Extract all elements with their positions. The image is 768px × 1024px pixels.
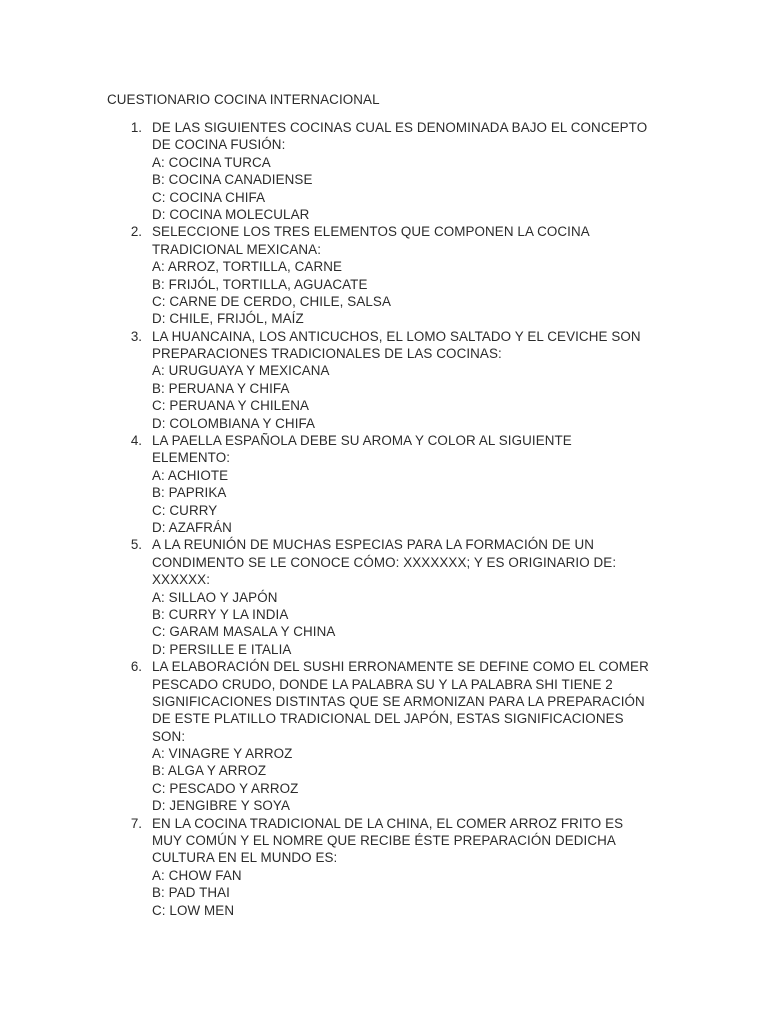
question-number: 3. (130, 328, 142, 344)
answer-option: B: PAPRIKA (152, 485, 227, 501)
question-text-line: MUY COMÚN Y EL NOMRE QUE RECIBE ÉSTE PREPARACIÓN DEDICHA (152, 833, 616, 849)
answer-option: B: CURRY Y LA INDIA (152, 606, 289, 622)
question-text-line: ELEMENTO: (152, 450, 231, 466)
answer-option: D: AZAFRÁN (152, 519, 232, 535)
question-body (152, 119, 672, 223)
question-text-line: LA HUANCAINA, LOS ANTICUCHOS, EL LOMO SALTADO Y EL CEVICHE SON (152, 328, 641, 344)
question-text-line: EN LA COCINA TRADICIONAL DE LA CHINA, EL COMER ARROZ FRITO ES (152, 815, 624, 831)
answer-option: D: JENGIBRE Y SOYA (152, 798, 290, 814)
question-text-line: DE LAS SIGUIENTES COCINAS CUAL ES DENOMINADA BAJO EL CONCEPTO (152, 120, 648, 135)
answer-option: C: COCINA CHIFA (152, 189, 266, 205)
answer-option: D: CHILE, FRIJÓL, MAÍZ (152, 311, 304, 327)
question-body (152, 328, 672, 432)
answer-option: D: COCINA MOLECULAR (152, 206, 310, 222)
answer-option: C: CARNE DE CERDO, CHILE, SALSA (152, 293, 391, 309)
answer-option: C: LOW MEN (152, 902, 235, 918)
question-body (152, 432, 672, 536)
question-text-line: SELECCIONE LOS TRES ELEMENTOS QUE COMPONEN LA COCINA (152, 224, 590, 240)
question-text-line: TRADICIONAL MEXICANA: (152, 241, 322, 257)
answer-option: A: ACHIOTE (152, 467, 229, 483)
question-number: 5. (130, 537, 142, 553)
question-text-line: A LA REUNIÓN DE MUCHAS ESPECIAS PARA LA FORMACIÓN DE UN (152, 537, 595, 553)
question-number: 1. (130, 120, 142, 135)
answer-option: C: GARAM MASALA Y CHINA (152, 624, 336, 640)
question-item (0, 119, 768, 223)
question-text-line: LA PAELLA ESPAÑOLA DEBE SU AROMA Y COLOR AL SIGUIENTE (152, 433, 572, 449)
answer-option: B: ALGA Y ARROZ (152, 763, 267, 779)
question-text-line: DE ESTE PLATILLO TRADICIONAL DEL JAPÓN, ESTAS SIGNIFICACIONES (152, 711, 624, 727)
question-text-line: SON: (152, 728, 186, 744)
answer-option: D: COLOMBIANA Y CHIFA (152, 415, 316, 431)
answer-option: B: PERUANA Y CHIFA (152, 380, 290, 396)
question-text-line: CONDIMENTO SE LE CONOCE CÓMO: XXXXXXX; Y ES ORIGINARIO DE: (152, 554, 617, 570)
question-item (0, 328, 768, 432)
question-item (0, 658, 768, 815)
answer-option: B: FRIJÓL, TORTILLA, AGUACATE (152, 276, 368, 292)
answer-option: C: PESCADO Y ARROZ (152, 780, 299, 796)
question-text-line: CULTURA EN EL MUNDO ES: (152, 850, 338, 866)
question-item (0, 223, 768, 327)
question-text-line: LA ELABORACIÓN DEL SUSHI ERRONAMENTE SE DEFINE COMO EL COMER (152, 659, 649, 675)
question-body (152, 223, 672, 327)
answer-option: C: PERUANA Y CHILENA (152, 398, 310, 414)
question-number: 7. (130, 815, 142, 831)
question-number: 6. (130, 659, 142, 675)
answer-option: D: PERSILLE E ITALIA (152, 641, 292, 657)
answer-option: C: CURRY (152, 502, 218, 518)
question-text-line: PREPARACIONES TRADICIONALES DE LAS COCINAS: (152, 346, 502, 362)
question-list (0, 119, 768, 919)
answer-option: B: PAD THAI (152, 885, 230, 901)
question-number: 4. (130, 433, 142, 449)
question-body (152, 815, 672, 919)
question-text-line: SIGNIFICACIONES DISTINTAS QUE SE ARMONIZAN PARA LA PREPARACIÓN (152, 693, 645, 709)
answer-option: A: COCINA TURCA (152, 154, 271, 170)
answer-option: A: ARROZ, TORTILLA, CARNE (152, 259, 343, 275)
answer-option: B: COCINA CANADIENSE (152, 172, 313, 188)
answer-option: A: URUGUAYA Y MEXICANA (152, 363, 330, 379)
answer-option: A: SILLAO Y JAPÓN (152, 589, 278, 605)
question-item (0, 536, 768, 658)
question-number: 2. (130, 224, 142, 240)
question-body (152, 536, 672, 658)
question-item (0, 815, 768, 919)
question-item (0, 432, 768, 536)
document-title: CUESTIONARIO COCINA INTERNACIONAL (107, 92, 380, 107)
question-text-line: DE COCINA FUSIÓN: (152, 137, 286, 153)
answer-option: A: CHOW FAN (152, 867, 242, 883)
question-text-line: PESCADO CRUDO, DONDE LA PALABRA SU Y LA PALABRA SHI TIENE 2 (152, 676, 613, 692)
question-text-line: XXXXXX: (152, 572, 211, 588)
question-body (152, 658, 672, 815)
answer-option: A: VINAGRE Y ARROZ (152, 746, 293, 762)
